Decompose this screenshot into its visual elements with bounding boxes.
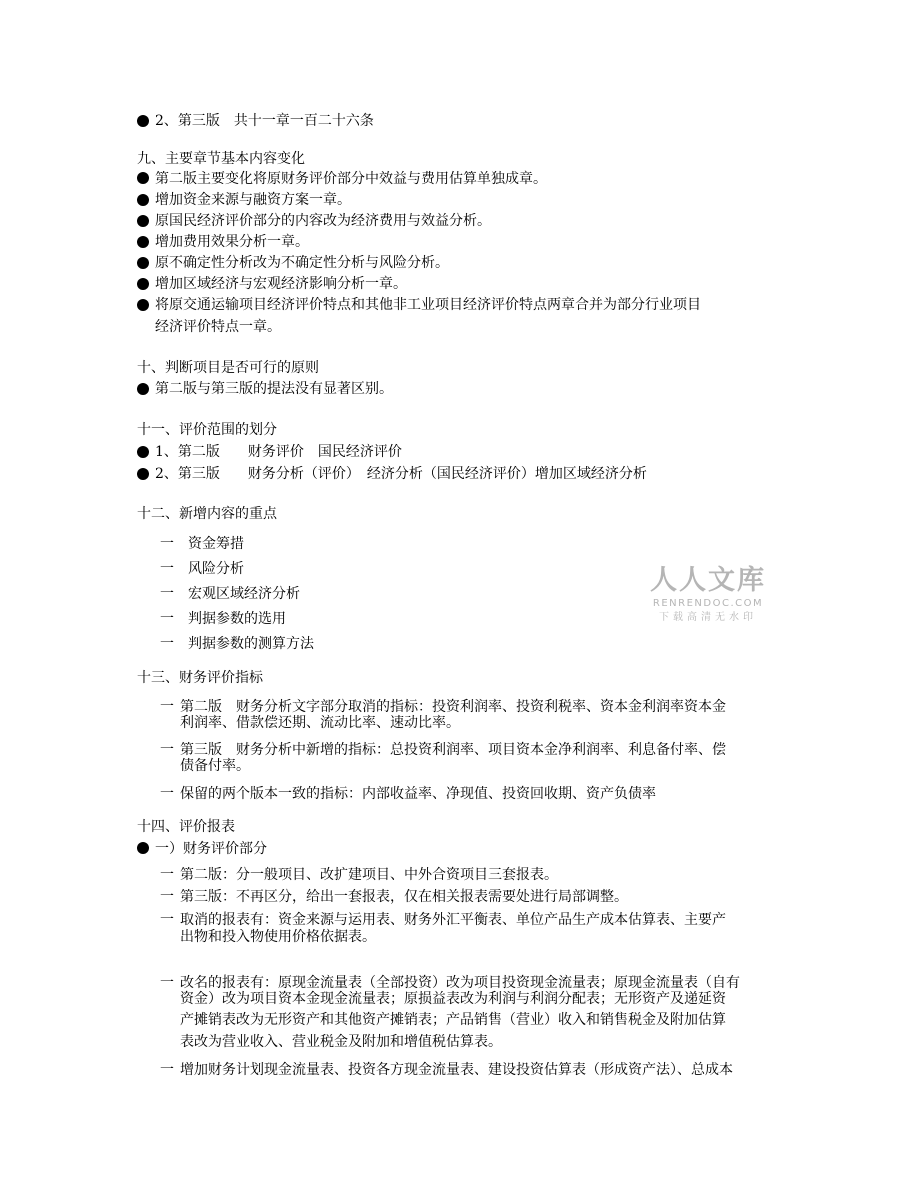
text-line: 资金）改为项目资本金现金流量表；原损益表改为利润与利润分配表；无形资产及递延资: [180, 991, 726, 1007]
dash-icon: 一: [160, 536, 174, 552]
text-line: 债备付率。: [180, 758, 250, 774]
text-line: 一）财务评价部分: [155, 841, 267, 857]
section-heading: 十三、财务评价指标: [137, 670, 263, 686]
bullet-icon: [137, 468, 149, 480]
text-line: 增加区域经济与宏观经济影响分析一章。: [155, 276, 407, 292]
dash-icon: 一: [160, 636, 174, 652]
text-line: 第三版：不再区分，给出一套报表，仅在相关报表需要处进行局部调整。: [180, 889, 628, 905]
text-line: 第三版 财务分析中新增的指标：总投资利润率、项目资本金净利润率、利息备付率、偿: [180, 742, 726, 758]
text-line: 原国民经济评价部分的内容改为经济费用与效益分析。: [155, 213, 491, 229]
dash-icon: 一: [160, 867, 174, 883]
text-line: 第二版与第三版的提法没有显著区别。: [155, 381, 393, 397]
watermark-slogan: 下载高清无水印: [659, 612, 757, 623]
dash-icon: 一: [160, 1062, 174, 1078]
dash-icon: 一: [160, 699, 174, 715]
text-line: 产摊销表改为无形资产和其他资产摊销表；产品销售（营业）收入和销售税金及附加估算: [180, 1012, 726, 1028]
bullet-icon: [137, 257, 149, 269]
bullet-icon: [137, 299, 149, 311]
text-line: 第二版主要变化将原财务评价部分中效益与费用估算单独成章。: [155, 171, 547, 187]
bullet-icon: [137, 236, 149, 248]
section-heading: 十四、评价报表: [137, 819, 235, 835]
text-line: 出物和投入物使用价格依据表。: [180, 929, 376, 945]
text-line: 判据参数的选用: [188, 611, 286, 627]
section-heading: 十、判断项目是否可行的原则: [137, 360, 319, 376]
bullet-icon: [137, 446, 149, 458]
text-line: 2、第三版 共十一章一百二十六条: [155, 113, 374, 129]
dash-icon: 一: [160, 561, 174, 577]
text-line: 宏观区域经济分析: [188, 586, 300, 602]
watermark-domain: RENRENDOC.COM: [652, 598, 764, 609]
dash-icon: 一: [160, 611, 174, 627]
watermark-title: 人人文库: [650, 565, 766, 596]
dash-icon: 一: [160, 742, 174, 758]
bullet-icon: [137, 194, 149, 206]
text-line: 取消的报表有：资金来源与运用表、财务外汇平衡表、单位产品生产成本估算表、主要产: [180, 912, 726, 928]
watermark-logo: [628, 565, 788, 625]
dash-icon: 一: [160, 889, 174, 905]
text-line: 原不确定性分析改为不确定性分析与风险分析。: [155, 255, 449, 271]
text-line: 利润率、借款偿还期、流动比率、速动比率。: [180, 715, 460, 731]
section-heading: 九、主要章节基本内容变化: [137, 151, 305, 167]
text-line: 保留的两个版本一致的指标：内部收益率、净现值、投资回收期、资产负债率: [180, 786, 656, 802]
text-line: 将原交通运输项目经济评价特点和其他非工业项目经济评价特点两章合并为部分行业项目: [155, 297, 701, 313]
section-heading: 十二、新增内容的重点: [137, 506, 277, 522]
text-line: 第二版 财务分析文字部分取消的指标：投资利润率、投资利税率、资本金利润率资本金: [180, 699, 726, 715]
text-line: 经济评价特点一章。: [155, 319, 281, 335]
dash-icon: 一: [160, 975, 174, 991]
bullet-icon: [137, 278, 149, 290]
dash-icon: 一: [160, 912, 174, 928]
text-line: 表改为营业收入、营业税金及附加和增值税估算表。: [180, 1034, 502, 1050]
text-line: 改名的报表有：原现金流量表（全部投资）改为项目投资现金流量表；原现金流量表（自有: [180, 975, 740, 991]
text-line: 增加资金来源与融资方案一章。: [155, 192, 351, 208]
bullet-icon: [137, 115, 149, 127]
text-line: 风险分析: [188, 561, 244, 577]
bullet-icon: [137, 842, 149, 854]
section-heading: 十一、评价范围的划分: [137, 422, 277, 438]
text-line: 1、第二版 财务评价 国民经济评价: [155, 444, 402, 460]
text-line: 增加财务计划现金流量表、投资各方现金流量表、建设投资估算表（形成资产法）、总成本: [180, 1062, 733, 1078]
dash-icon: 一: [160, 786, 174, 802]
text-line: 2、第三版 财务分析（评价） 经济分析（国民经济评价）增加区域经济分析: [155, 466, 647, 482]
text-line: 判据参数的测算方法: [188, 636, 314, 652]
dash-icon: 一: [160, 586, 174, 602]
text-line: 第二版：分一般项目、改扩建项目、中外合资项目三套报表。: [180, 867, 558, 883]
bullet-icon: [137, 215, 149, 227]
bullet-icon: [137, 383, 149, 395]
text-line: 资金筹措: [188, 536, 244, 552]
bullet-icon: [137, 172, 149, 184]
text-line: 增加费用效果分析一章。: [155, 234, 309, 250]
